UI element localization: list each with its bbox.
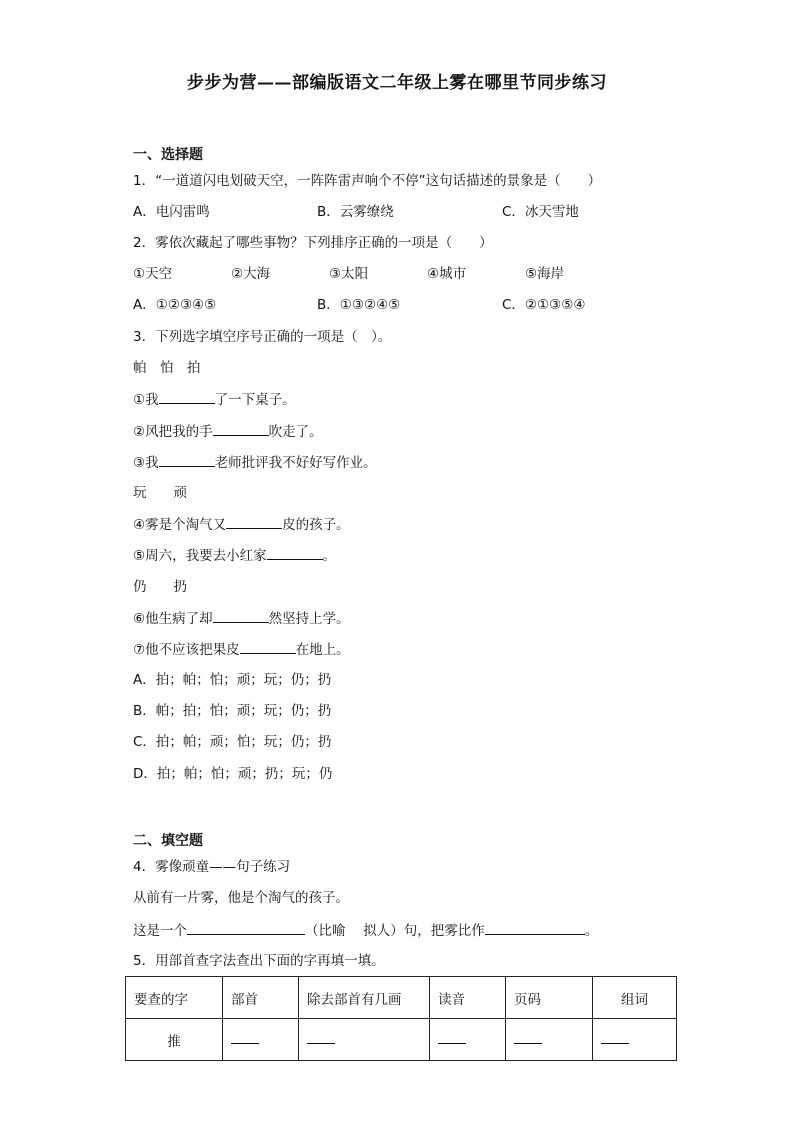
question-3-option-b: B．帕；拍；怕；顽；玩；仍；扔 xyxy=(133,703,332,719)
question-3-sentence-1: ①我 了一下桌子。 xyxy=(133,389,296,410)
question-3-sentence-3: ③我 老师批评我不好好写作业。 xyxy=(133,452,377,473)
question-3-char-group-3: 仍 扔 xyxy=(133,579,187,595)
question-2-option-b: B．①③②④⑤ xyxy=(317,297,401,313)
radical-lookup-table xyxy=(125,976,677,1061)
answer-blank[interactable] xyxy=(159,452,215,467)
question-2-option-a: A．①②③④⑤ xyxy=(133,297,217,313)
question-3-sentence-7: ⑦他不应该把果皮 在地上。 xyxy=(133,639,350,660)
answer-blank[interactable] xyxy=(226,514,282,529)
table-cell-answer[interactable] xyxy=(223,1019,299,1061)
question-2-item: ②大海 xyxy=(231,266,271,282)
question-1-option-a: A．电闪雷鸣 xyxy=(133,204,210,220)
page-title: 步步为营——部编版语文二年级上雾在哪里节同步练习 xyxy=(187,73,607,93)
table-header-cell: 部首 xyxy=(223,977,299,1019)
table-cell-answer[interactable] xyxy=(430,1019,506,1061)
question-3-sentence-6: ⑥他生病了却 然坚持上学。 xyxy=(133,608,350,629)
question-3-option-d: D．拍；帕；怕；顽；扔；玩；仍 xyxy=(133,766,333,782)
question-5-stem: 5．用部首查字法查出下面的字再填一填。 xyxy=(133,953,385,969)
question-1-option-c: C．冰天雪地 xyxy=(502,204,579,220)
question-3-char-group-2: 玩 顽 xyxy=(133,485,187,501)
answer-blank[interactable] xyxy=(159,389,215,404)
table-header-cell: 读音 xyxy=(430,977,506,1019)
question-2-item: ③太阳 xyxy=(329,266,369,282)
answer-blank[interactable] xyxy=(231,1031,259,1044)
question-1-option-b: B．云雾缭绕 xyxy=(317,204,394,220)
answer-blank[interactable] xyxy=(514,1031,542,1044)
question-4-stem: 4．雾像顽童——句子练习 xyxy=(133,859,291,875)
answer-blank[interactable] xyxy=(213,421,269,436)
answer-blank[interactable] xyxy=(267,545,323,560)
question-2-stem: 2．雾依次藏起了哪些事物？下列排序正确的一项是（ ） xyxy=(133,235,493,251)
table-cell-answer[interactable] xyxy=(299,1019,430,1061)
question-3-sentence-4: ④雾是个淘气又 皮的孩子。 xyxy=(133,514,350,535)
question-4-sentence: 从前有一片雾，他是个淘气的孩子。 xyxy=(133,890,349,906)
table-cell-answer[interactable] xyxy=(506,1019,593,1061)
question-3-sentence-2: ②风把我的手 吹走了。 xyxy=(133,421,323,442)
table-cell-char: 推 xyxy=(126,1019,223,1061)
answer-blank[interactable] xyxy=(240,639,296,654)
answer-blank[interactable] xyxy=(601,1031,629,1044)
answer-blank[interactable] xyxy=(438,1031,466,1044)
question-1-stem: 1．“一道道闪电划破天空，一阵阵雷声响个不停”这句话描述的景象是（ ） xyxy=(133,173,602,189)
question-3-option-c: C．拍；帕；顽；怕；玩；仍；扔 xyxy=(133,734,332,750)
section-heading-fill: 二、填空题 xyxy=(133,833,203,849)
answer-blank[interactable] xyxy=(307,1031,335,1044)
table-header-cell: 页码 xyxy=(506,977,593,1019)
answer-blank[interactable] xyxy=(485,920,585,935)
table-row xyxy=(126,1019,677,1061)
table-cell-answer[interactable] xyxy=(593,1019,677,1061)
question-4-fill-line: 这是一个 （比喻 拟人）句，把雾比作 。 xyxy=(133,920,598,941)
question-2-item: ①天空 xyxy=(133,266,173,282)
question-2-item: ⑤海岸 xyxy=(525,266,565,282)
table-header-cell: 组词 xyxy=(593,977,677,1019)
question-2-item: ④城市 xyxy=(427,266,467,282)
table-header-row xyxy=(126,977,677,1019)
question-3-option-a: A．拍；帕；怕；顽；玩；仍；扔 xyxy=(133,672,332,688)
question-3-sentence-5: ⑤周六，我要去小红家 。 xyxy=(133,545,336,566)
question-3-stem: 3．下列选字填空序号正确的一项是（ ）。 xyxy=(133,329,392,345)
question-3-char-group-1: 帕 怕 拍 xyxy=(133,360,201,376)
answer-blank[interactable] xyxy=(187,920,305,935)
table-header-cell: 要查的字 xyxy=(126,977,223,1019)
question-2-option-c: C．②①③⑤④ xyxy=(502,297,586,313)
table-header-cell: 除去部首有几画 xyxy=(299,977,430,1019)
section-heading-choice: 一、选择题 xyxy=(133,147,203,163)
answer-blank[interactable] xyxy=(213,608,269,623)
